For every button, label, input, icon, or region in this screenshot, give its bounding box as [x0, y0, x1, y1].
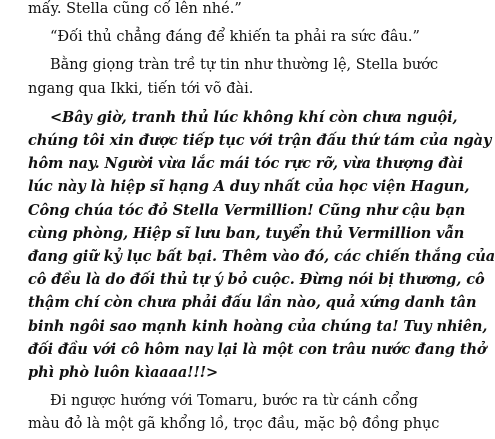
text-line: đang giữ kỷ lục bất bại. Thêm vào đó, các chiến thắng của — [28, 248, 495, 266]
text-line: chúng tôi xin được tiếp tục với trận đấu thứ tám của ngày — [28, 132, 492, 150]
text-line: lúc này là hiệp sĩ hạng A duy nhất của học viện Hagun, — [28, 178, 470, 196]
text-line: binh ngôi sao mạnh kinh hoàng của chúng ta! Tuy nhiên, — [28, 317, 488, 335]
text-line: cô đều là do đối thủ tự ý bỏ cuộc. Đừng nói bị thương, cô — [28, 271, 485, 289]
text-line: mấy. Stella cũng cố lên nhé.” — [28, 1, 242, 17]
text-line: thậm chí còn chưa phải đấu lần nào, quả xứng danh tân — [28, 294, 477, 312]
text-line: phì phò luôn kìaaaa!!!> — [28, 364, 219, 382]
paragraph-announcer — [28, 106, 495, 384]
text-line: hôm nay. Người vừa lắc mái tóc rực rỡ, vừa thượng đài — [28, 155, 464, 173]
text-line: ngang qua Ikki, tiến tới võ đài. — [28, 80, 254, 97]
paragraph-opponent-enters — [28, 390, 440, 436]
paragraph-stella-walks — [28, 54, 439, 100]
text-line: <Bây giờ, tranh thủ lúc không khí còn chưa nguội, — [50, 108, 458, 126]
text-line: cùng phòng, Hiệp sĩ lưu ban, tuyển thủ Vermillion vẫn — [28, 224, 465, 242]
text-line: Bằng giọng tràn trề tự tin như thường lệ, Stella bước — [50, 57, 439, 74]
text-line: Đi ngược hướng với Tomaru, bước ra từ cánh cổng — [50, 393, 419, 410]
text-line: đối đầu với cô hôm nay lại là một con trâu nước đang thở — [28, 340, 487, 358]
paragraph-dialogue-end — [28, 0, 388, 21]
paragraph-stella-dialogue — [28, 26, 420, 49]
text-line: Công chúa tóc đỏ Stella Vermillion! Cũng như cậu bạn — [28, 201, 466, 219]
text-line: màu đỏ là một gã khổng lồ, trọc đầu, mặc bộ đồng phục — [28, 416, 440, 433]
text-line: “Đối thủ chẳng đáng để khiến ta phải ra sức đâu.” — [50, 29, 420, 46]
